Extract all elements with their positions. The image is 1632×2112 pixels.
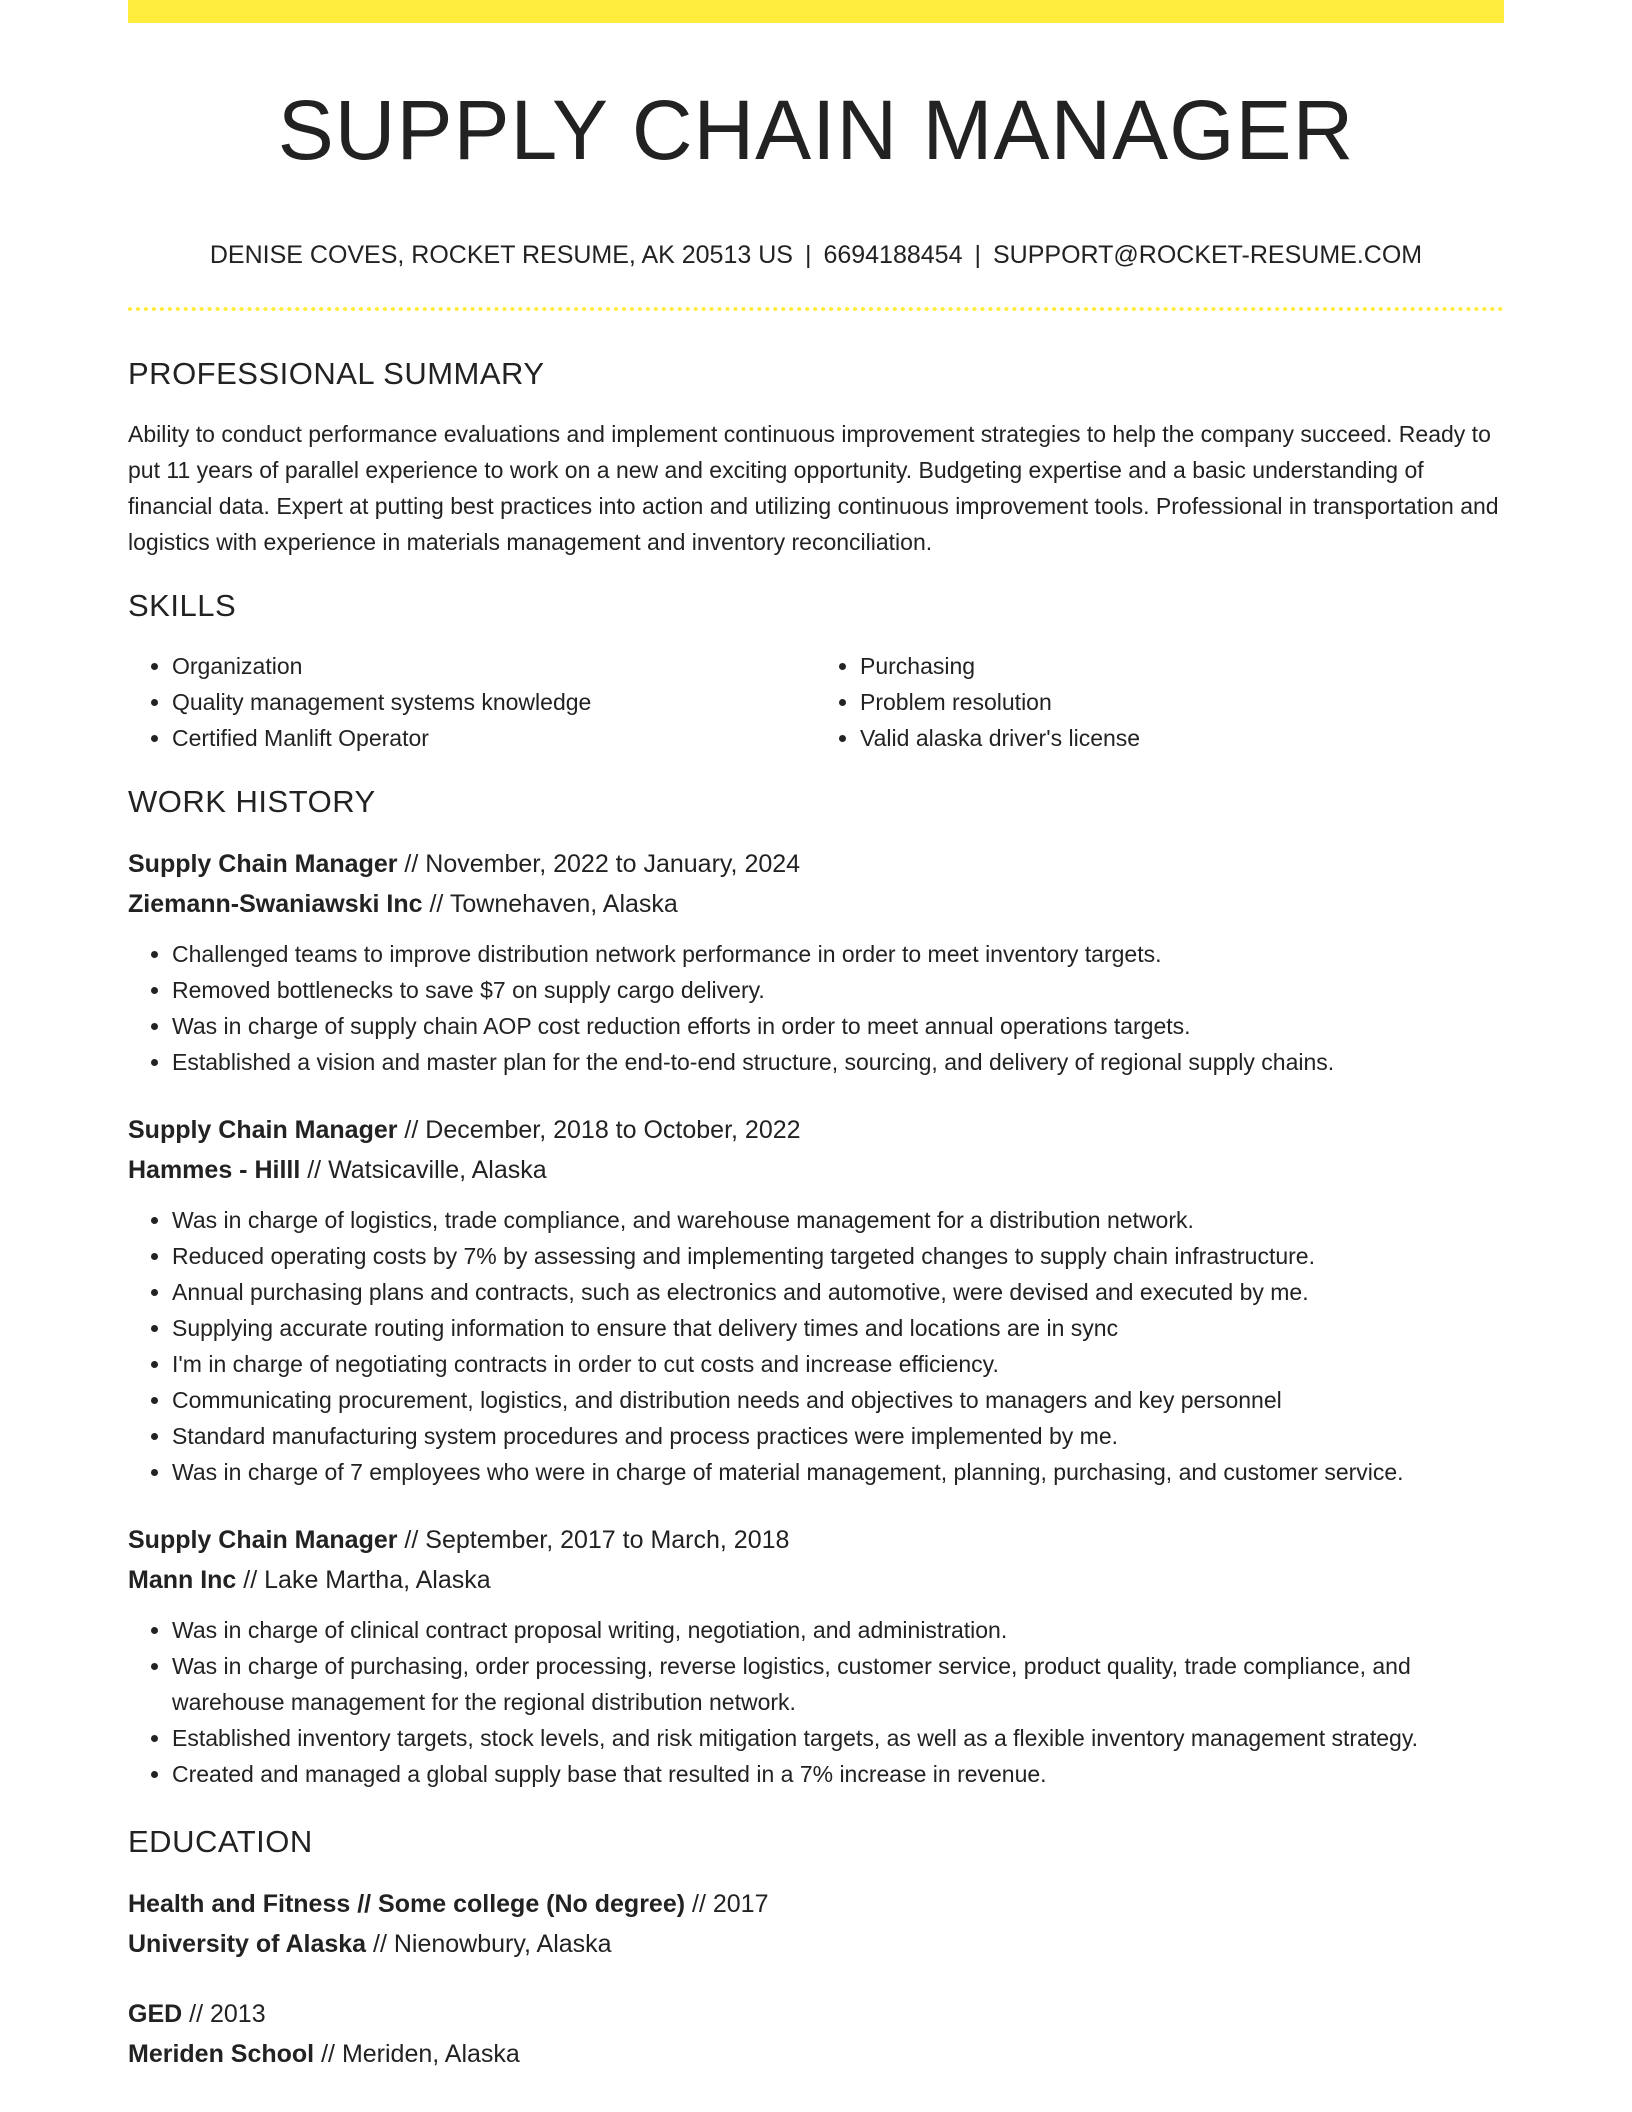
education-location: Meriden, Alaska: [341, 2040, 520, 2068]
job-bullet: • Created and managed a global supply base that resulted in a 7% increase in revenue.: [172, 1756, 1504, 1792]
work-history-heading: WORK HISTORY: [128, 784, 376, 819]
job-bullet: • Was in charge of purchasing, order processing, reverse logistics, customer service, product quality, trade compliance, and warehouse management for the regional distribution network.: [172, 1648, 1504, 1720]
separator: |: [974, 241, 981, 269]
delimiter: //: [236, 1566, 265, 1594]
job-bullet: • Was in charge of logistics, trade compliance, and warehouse management for a distribution network.: [172, 1202, 1504, 1238]
job-dates: December, 2018 to October, 2022: [425, 1116, 801, 1144]
delimiter: //: [300, 1156, 329, 1184]
job-title-line: [128, 1520, 1504, 1560]
skills-right-list: [816, 648, 1504, 756]
job-bullet: • Standard manufacturing system procedures and process practices were implemented by me.: [172, 1418, 1504, 1454]
job-dates: November, 2022 to January, 2024: [425, 850, 801, 878]
job-dates: September, 2017 to March, 2018: [425, 1526, 790, 1554]
job-title-line: [128, 1110, 1504, 1150]
email: SUPPORT@ROCKET-RESUME.COM: [992, 241, 1423, 269]
job-bullet: • Reduced operating costs by 7% by assessing and implementing targeted changes to supply chain infrastructure.: [172, 1238, 1504, 1274]
education-school-line: [128, 1924, 1504, 1964]
job-title-line: [128, 844, 1504, 884]
education-degree-line: [128, 1994, 1504, 2034]
summary-section: [128, 354, 1504, 560]
skill-item: • Certified Manlift Operator: [172, 720, 816, 756]
education-entry: [128, 1994, 1504, 2074]
job-bullet: • Was in charge of supply chain AOP cost reduction efforts in order to meet annual operations targets.: [172, 1008, 1504, 1044]
job-bullet: • Was in charge of 7 employees who were in charge of material management, planning, purchasing, and customer service.: [172, 1454, 1504, 1490]
job-title: Supply Chain Manager: [128, 850, 398, 878]
delimiter: //: [397, 1116, 426, 1144]
job-location: Lake Martha, Alaska: [264, 1566, 491, 1594]
job-bullets: [128, 1612, 1504, 1792]
resume-title: SUPPLY CHAIN MANAGER: [277, 83, 1355, 177]
skills-section: [128, 586, 1504, 756]
work-history-section: [128, 782, 1504, 1792]
address: DENISE COVES, ROCKET RESUME, AK 20513 US: [209, 241, 793, 269]
delimiter: //: [397, 850, 426, 878]
job-company: Hammes - Hilll: [128, 1156, 301, 1184]
summary-text: Ability to conduct performance evaluations and implement continuous improvement strategies to help the company succeed. Ready to put 11 years of parallel experience to work on a new and exciting opportunity. Budgeting expertise and a basic understanding of financial data. Expert at putting best practices into action and utilizing continuous improvement tools. Professional in transportation and logistics with experience in materials management and inventory reconciliation.: [128, 421, 1499, 555]
job-bullet: • Supplying accurate routing information to ensure that delivery times and locations are in sync: [172, 1310, 1504, 1346]
job-bullet: • Was in charge of clinical contract proposal writing, negotiation, and administration.: [172, 1612, 1504, 1648]
education-school: Meriden School: [128, 2040, 315, 2068]
skills-heading: SKILLS: [128, 588, 237, 623]
job-location: Watsicaville, Alaska: [328, 1156, 547, 1184]
education-year: 2013: [209, 2000, 266, 2028]
skill-item: • Problem resolution: [860, 684, 1504, 720]
education-degree: GED: [128, 2000, 183, 2028]
job-entry: [128, 844, 1504, 1080]
delimiter: //: [422, 890, 450, 918]
job-bullet: • Removed bottlenecks to save $7 on supply cargo delivery.: [172, 972, 1504, 1008]
job-company: Mann Inc: [128, 1566, 237, 1594]
education-degree: Health and Fitness // Some college (No degree): [128, 1890, 686, 1918]
separator: |: [804, 241, 812, 269]
contact-line: [128, 238, 1504, 272]
job-company-line: [128, 884, 1504, 924]
delimiter: //: [314, 2040, 342, 2068]
job-entry: [128, 1520, 1504, 1792]
education-school-line: [128, 2034, 1504, 2074]
job-bullet: • Communicating procurement, logistics, and distribution needs and objectives to managers and key personnel: [172, 1382, 1504, 1418]
education-location: Nienowbury, Alaska: [393, 1930, 612, 1958]
job-title: Supply Chain Manager: [128, 1526, 398, 1554]
education-degree-line: [128, 1884, 1504, 1924]
job-bullets: [128, 1202, 1504, 1490]
delimiter: //: [397, 1526, 426, 1554]
resume-content: [128, 354, 1504, 2104]
job-bullet: • Established inventory targets, stock levels, and risk mitigation targets, as well as a flexible inventory management strategy.: [172, 1720, 1504, 1756]
job-bullets: [128, 936, 1504, 1080]
delimiter: //: [182, 2000, 210, 2028]
skills-left-list: [128, 648, 816, 756]
summary-heading: PROFESSIONAL SUMMARY: [128, 356, 545, 391]
job-bullet: • Annual purchasing plans and contracts, such as electronics and automotive, were devised and executed by me.: [172, 1274, 1504, 1310]
job-entry: [128, 1110, 1504, 1490]
education-year: 2017: [712, 1890, 769, 1918]
skill-item: • Purchasing: [860, 648, 1504, 684]
dotted-divider: [128, 307, 1504, 311]
delimiter: //: [685, 1890, 713, 1918]
skills-columns: [128, 648, 1504, 756]
job-bullet: • Established a vision and master plan for the end-to-end structure, sourcing, and delivery of regional supply chains.: [172, 1044, 1504, 1080]
skill-item: • Valid alaska driver's license: [860, 720, 1504, 756]
skill-item: • Quality management systems knowledge: [172, 684, 816, 720]
phone: 6694188454: [823, 241, 963, 269]
job-title: Supply Chain Manager: [128, 1116, 398, 1144]
education-entry: [128, 1884, 1504, 1964]
top-accent-bar: [128, 0, 1504, 23]
job-company-line: [128, 1560, 1504, 1600]
job-bullet: • I'm in charge of negotiating contracts in order to cut costs and increase efficiency.: [172, 1346, 1504, 1382]
education-section: [128, 1822, 1504, 2074]
job-location: Townehaven, Alaska: [449, 890, 678, 918]
job-bullet: • Challenged teams to improve distribution network performance in order to meet inventory targets.: [172, 936, 1504, 972]
education-school: University of Alaska: [128, 1930, 367, 1958]
job-company-line: [128, 1150, 1504, 1190]
delimiter: //: [366, 1930, 394, 1958]
skill-item: • Organization: [172, 648, 816, 684]
education-heading: EDUCATION: [128, 1824, 313, 1859]
job-company: Ziemann-Swaniawski Inc: [128, 890, 423, 918]
